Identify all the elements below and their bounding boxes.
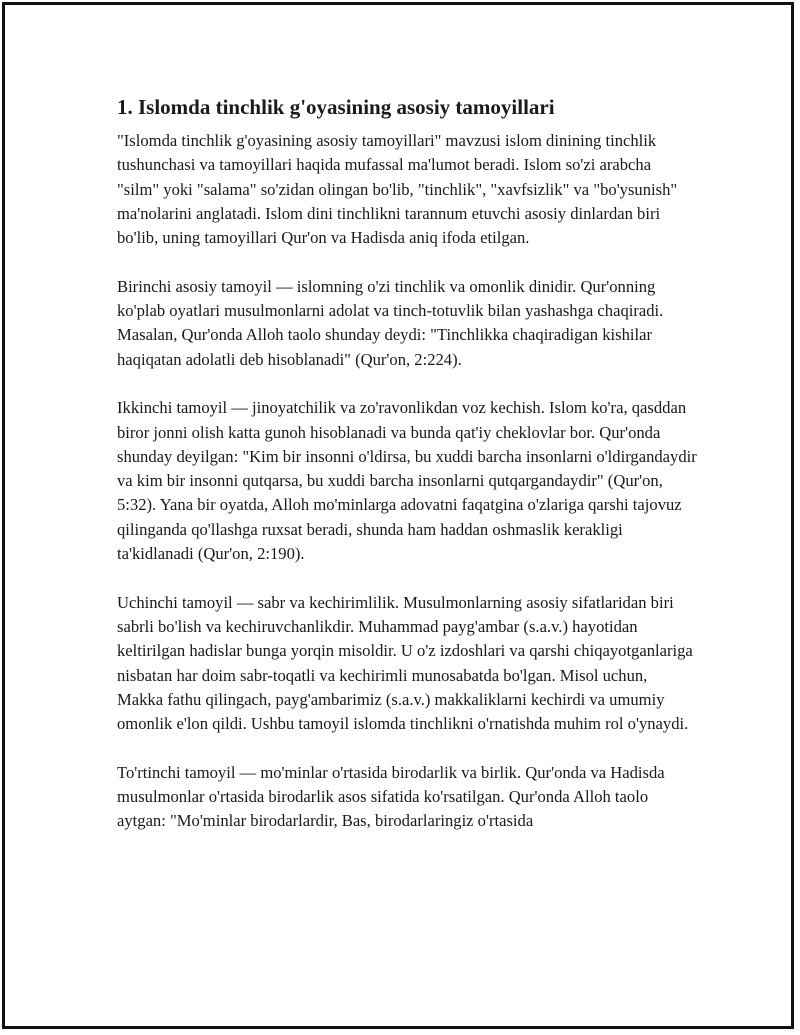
paragraph-fourth-principle: To'rtinchi tamoyil — mo'minlar o'rtasida birodarlik va birlik. Qur'onda va Hadisda musulmonlar o'rtasida birodarlik asos sifatida ko'rsatilgan. Qur'onda Alloh taolo aytgan: "Mo'minlar birodarlardir, Bas, birodarlaringiz o'rtasida xyxy=(117,762,665,831)
document-title: 1. Islomda tinchlik g'oyasining asosiy tamoyillari xyxy=(117,95,555,119)
document-body xyxy=(117,93,697,858)
paragraph-second-principle: Ikkinchi tamoyil — jinoyatchilik va zo'ravonlikdan voz kechish. Islom ko'ra, qasddan biror jonni olish katta gunoh hisoblanadi va bunda qat'iy cheklovlar bor. Qur'onda shunday deyilgan: "Kim bir insonni o'ldirsa, bu xuddi barcha insonlarni o'ldirgandaydir va kim bir insonni qutqarsa, bu xuddi barcha insonlarni qutqargandaydir" (Qur'on, 5:32). Yana bir oyatda, Alloh mo'minlarga adovatni faqatgina o'zlariga qarshi tajovuz qilinganda qo'llashga ruxsat beradi, shunda ham haddan oshmaslik kerakligi ta'kidlanadi (Qur'on, 2:190). xyxy=(117,398,697,564)
paragraph-first-principle: Birinchi asosiy tamoyil — islomning o'zi tinchlik va omonlik dinidir. Qur'onning ko'plab oyatlari musulmonlarni adolat va tinch-totuvlik bilan yashashga chaqiradi. Masalan, Qur'onda Alloh taolo shunday deydi: "Tinchlikka chaqiradigan kishilar haqiqatan adolatli deb hisoblanadi" (Qur'on, 2:224). xyxy=(117,276,664,369)
paragraph-intro: "Islomda tinchlik g'oyasining asosiy tamoyillari" mavzusi islom dinining tinchlik tushunchasi va tamoyillari haqida mufassal ma'lumot beradi. Islom so'zi arabcha "silm" yoki "salama" so'zidan olingan bo'lib, "tinchlik", "xavfsizlik" va "bo'ysunish" ma'nolarini anglatadi. Islom dini tinchlikni tarannum etuvchi asosiy dinlardan biri bo'lib, uning tamoyillari Qur'on va Hadisda aniq ifoda etilgan. xyxy=(117,131,678,248)
paragraph-third-principle: Uchinchi tamoyil — sabr va kechirimlilik. Musulmonlarning asosiy sifatlaridan biri sabrli bo'lish va kechiruvchanlikdir. Muhammad payg'ambar (s.a.v.) hayotidan keltirilgan hadislar bunga yorqin misoldir. U o'z izdoshlari va qarshi chiqayotganlariga nisbatan har doim sabr-toqatli va kechirimli munosabatda bo'lgan. Misol uchun, Makka fathu qilingach, payg'ambarimiz (s.a.v.) makkaliklarni kechirdi va umumiy omonlik e'lon qildi. Ushbu tamoyil islomda tinchlikni o'rnatishda muhim rol o'ynaydi. xyxy=(117,592,693,734)
